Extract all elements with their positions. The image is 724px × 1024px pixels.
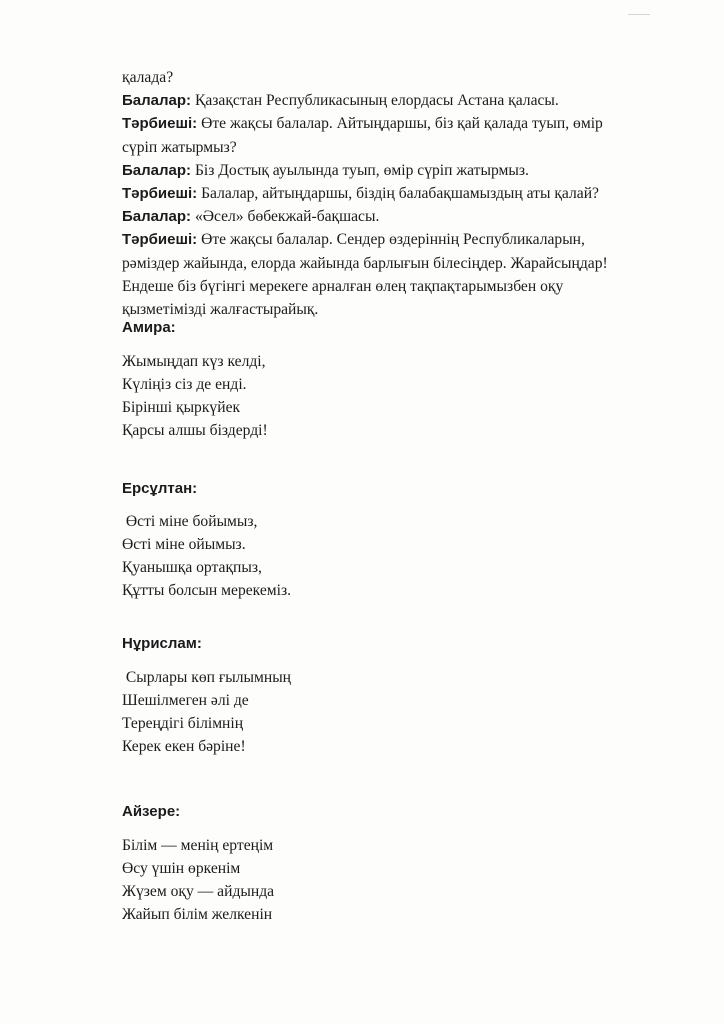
poem-line: Бірінші қыркүйек (122, 399, 241, 416)
poem-line: Өсті міне ойымыз. (122, 536, 246, 553)
dialogue-section (122, 66, 682, 321)
speaker-label: Тәрбиеші: (122, 231, 198, 249)
speaker-label: Балалар: (122, 92, 192, 110)
dialogue-text: Біз Достық ауылында туып, өмір сүріп жатырмыз. (194, 161, 529, 179)
speaker-label: Балалар: (122, 161, 192, 179)
poem-title: Нұрислам: (122, 635, 202, 652)
poem-line: Құтты болсын мерекеміз. (122, 582, 292, 599)
dialogue-text: Өте жақсы балалар. Сендер өздеріннің Республикаларын, (201, 231, 585, 249)
speaker-label: Тәрбиеші: (122, 185, 198, 203)
poem-line: Білім — менің ертеңім (122, 837, 274, 854)
poem-line: Қуанышқа ортақпыз, (122, 559, 262, 576)
poem-title: Айзере: (122, 803, 181, 820)
speaker-label: Тәрбиеші: (122, 115, 198, 133)
scan-artifact-mark (628, 14, 650, 15)
dialogue-line (122, 182, 682, 205)
speaker-label: Балалар: (122, 208, 192, 226)
poem-verse (122, 666, 291, 758)
poem-line: Қарсы алшы біздерді! (122, 422, 268, 439)
poem-line: Өсті міне бойымыз, (122, 513, 258, 530)
dialogue-top-fragment: қалада? (122, 69, 174, 86)
dialogue-text: Қазақстан Республикасының елордасы Астана қаласы. (194, 92, 559, 110)
poem-line: Жайып білім желкенін (122, 906, 273, 923)
dialogue-text: «Әсел» бөбекжай-бақшасы. (194, 208, 380, 226)
poem-title: Ерсұлтан: (122, 480, 198, 497)
dialogue-text: сүріп жатырмыз? (122, 138, 237, 156)
poem-line: Өсу үшін өркенім (122, 860, 241, 877)
poem-verse (122, 350, 268, 442)
poem-line: Сырлары көп ғылымның (122, 669, 292, 686)
poem-verse (122, 834, 274, 926)
poem-line: Тереңдігі білімнің (122, 715, 244, 732)
dialogue-line (122, 112, 682, 135)
dialogue-line (122, 159, 682, 182)
dialogue-line (122, 89, 682, 112)
dialogue-text: Өте жақсы балалар. Айтыңдаршы, біз қай қалада туып, өмір (201, 115, 603, 133)
dialogue-text: Балалар, айтыңдаршы, біздің балабақшамыздың аты қалай? (201, 185, 599, 203)
poem-verse (122, 510, 291, 602)
poem-line: Жымыңдап күз келді, (122, 353, 266, 370)
dialogue-line (122, 205, 682, 228)
poem-line: Жүзем оқу — айдында (122, 883, 275, 900)
dialogue-text: Ендеше біз бүгінгі мерекеге арналған өлең тақпақтарымызбен оқу (122, 277, 564, 295)
poem-line: Шешілмеген әлі де (122, 692, 249, 709)
poem-line: Керек екен бәріне! (122, 738, 246, 755)
dialogue-line (122, 228, 682, 251)
dialogue-text: рәміздер жайында, елорда жайында барлығын білесіңдер. Жарайсыңдар! (122, 254, 608, 272)
dialogue-text: қызметімізді жалғастырайық. (122, 301, 319, 319)
poem-title: Амира: (122, 319, 176, 336)
poem-line: Күліңіз сіз де енді. (122, 376, 247, 393)
